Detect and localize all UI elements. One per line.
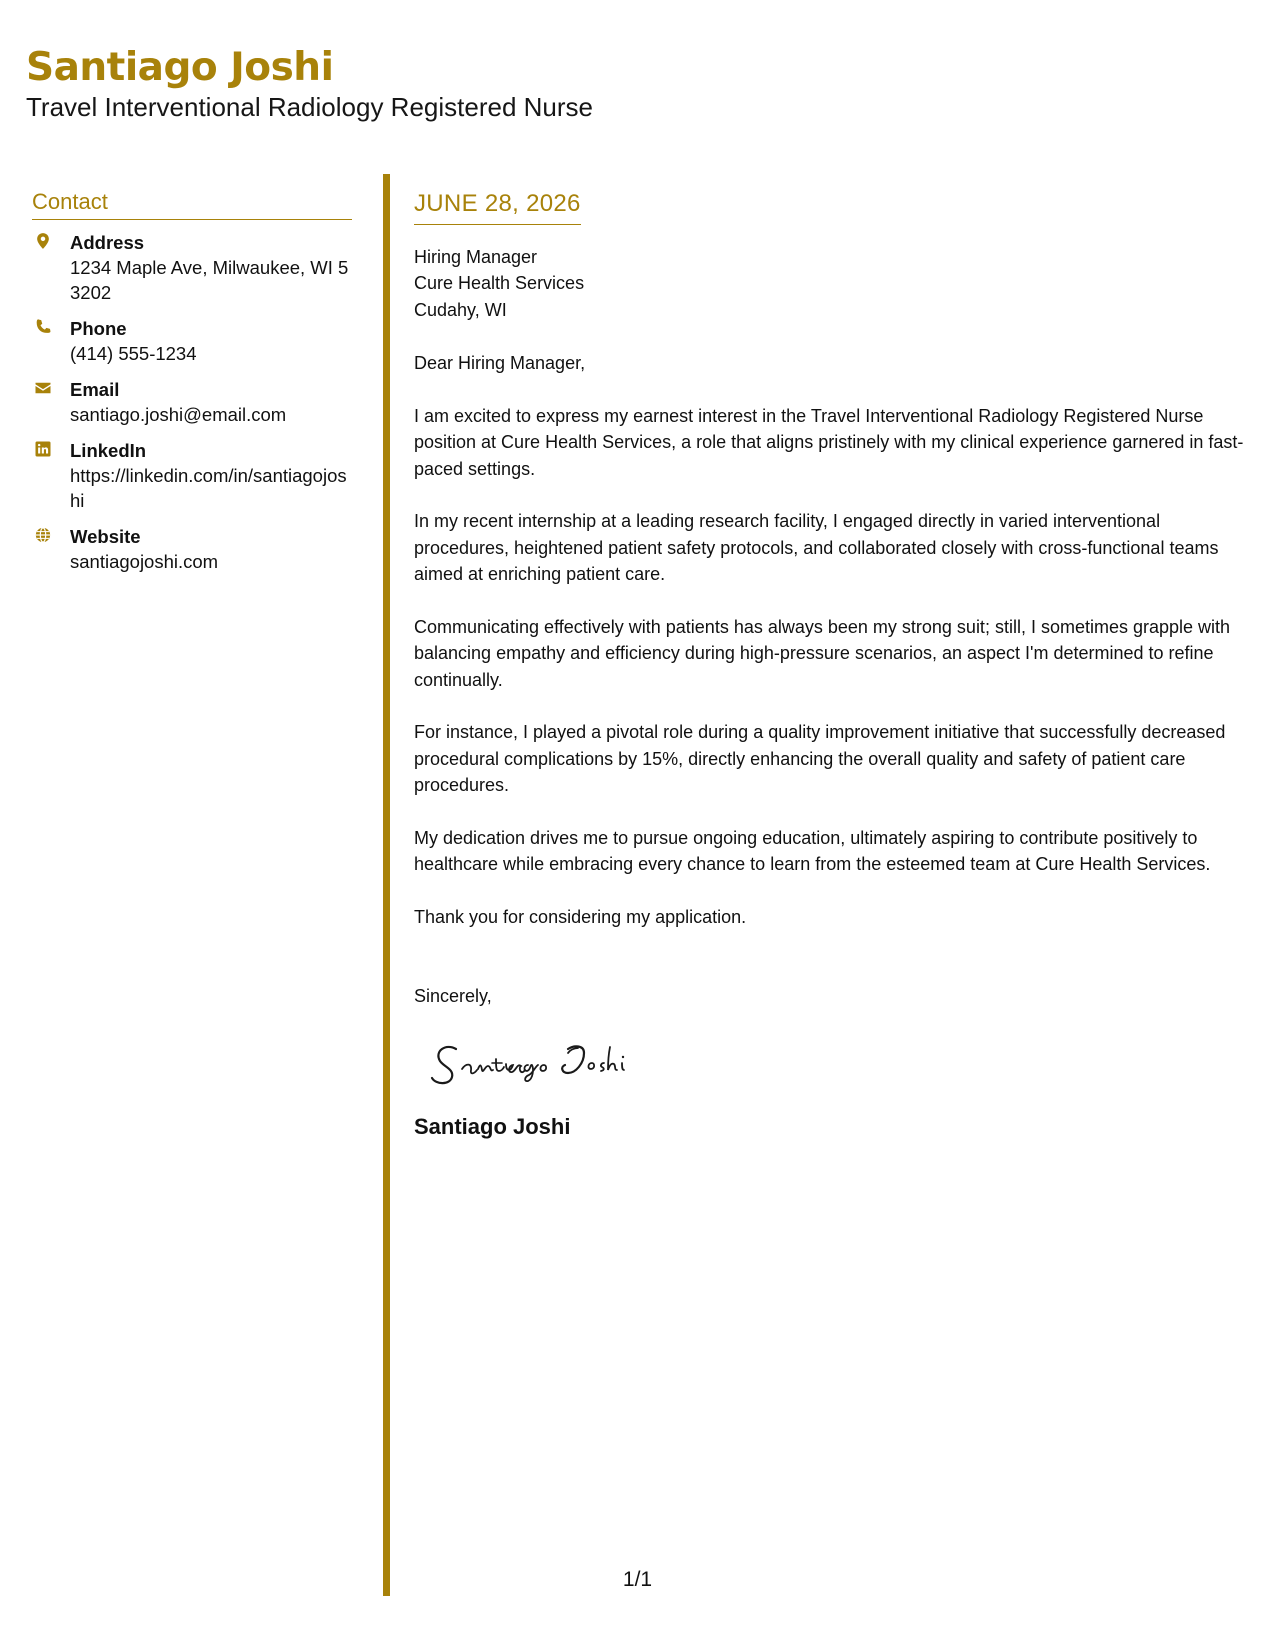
email-value[interactable]: santiago.joshi@email.com xyxy=(70,404,287,426)
linkedin-value[interactable]: https://linkedin.com/in/santiagojoshi xyxy=(70,465,347,512)
letter-body xyxy=(414,190,1244,1140)
phone-value[interactable]: (414) 555-1234 xyxy=(70,343,197,365)
recipient-location: Cudahy, WI xyxy=(414,299,507,320)
phone-icon xyxy=(34,318,52,336)
recipient-name: Hiring Manager xyxy=(414,246,538,267)
closing: Sincerely, xyxy=(414,986,492,1007)
envelope-icon xyxy=(34,379,52,397)
paragraph-3: Communicating effectively with patients has always been my strong suit; still, I sometimes grapple with balancing empathy and efficiency during high-pressure scenarios, an aspect I'm determined to refine continually. xyxy=(414,616,1231,690)
contact-item-address xyxy=(32,230,352,305)
applicant-name: Santiago Joshi xyxy=(26,45,334,90)
globe-icon xyxy=(34,526,52,544)
paragraph-5: My dedication drives me to pursue ongoing education, ultimately aspiring to contribute positively to healthcare while embracing every chance to learn from the esteemed team at Cure Health Services. xyxy=(414,827,1211,875)
website-value[interactable]: santiagojoshi.com xyxy=(70,551,219,573)
letter-date: JUNE 28, 2026 xyxy=(414,190,581,217)
page-number: 1/1 xyxy=(622,1568,653,1591)
contact-sidebar xyxy=(32,189,352,585)
contact-item-linkedin xyxy=(32,438,352,513)
vertical-divider xyxy=(383,174,390,1596)
contact-label-address: Address xyxy=(70,232,145,254)
contact-label-phone: Phone xyxy=(70,318,127,340)
date-block xyxy=(414,190,581,225)
paragraph-1: I am excited to express my earnest interest in the Travel Interventional Radiology Registered Nurse position at Cure Health Services, a role that aligns pristinely with my clinical experience garnered in fast-paced settings. xyxy=(414,405,1244,479)
contact-item-email xyxy=(32,377,352,427)
recipient-block xyxy=(414,244,1244,324)
header xyxy=(26,46,593,123)
contact-heading: Contact xyxy=(32,189,352,220)
contact-item-website xyxy=(32,524,352,574)
contact-list xyxy=(32,230,352,574)
address-value: 1234 Maple Ave, Milwaukee, WI 53202 xyxy=(70,257,349,304)
paragraph-2: In my recent internship at a leading research facility, I engaged directly in varied interventional procedures, heightened patient safety protocols, and collaborated closely with cross-functional teams aimed at enriching patient care. xyxy=(414,511,1219,585)
job-title: Travel Interventional Radiology Registered Nurse xyxy=(26,91,593,122)
linkedin-icon xyxy=(34,440,52,458)
contact-label-linkedin: LinkedIn xyxy=(70,440,147,462)
paragraph-4: For instance, I played a pivotal role during a quality improvement initiative that successfully decreased procedural complications by 15%, directly enhancing the overall quality and safety of patient care procedures. xyxy=(414,722,1226,796)
handwritten-signature xyxy=(428,1035,1244,1095)
contact-label-website: Website xyxy=(70,526,141,548)
map-pin-icon xyxy=(34,232,52,250)
salutation: Dear Hiring Manager, xyxy=(414,353,586,374)
recipient-company: Cure Health Services xyxy=(414,273,585,294)
contact-label-email: Email xyxy=(70,379,120,401)
paragraph-6: Thank you for considering my application. xyxy=(414,906,747,927)
signer-name: Santiago Joshi xyxy=(414,1113,571,1139)
contact-item-phone xyxy=(32,316,352,366)
